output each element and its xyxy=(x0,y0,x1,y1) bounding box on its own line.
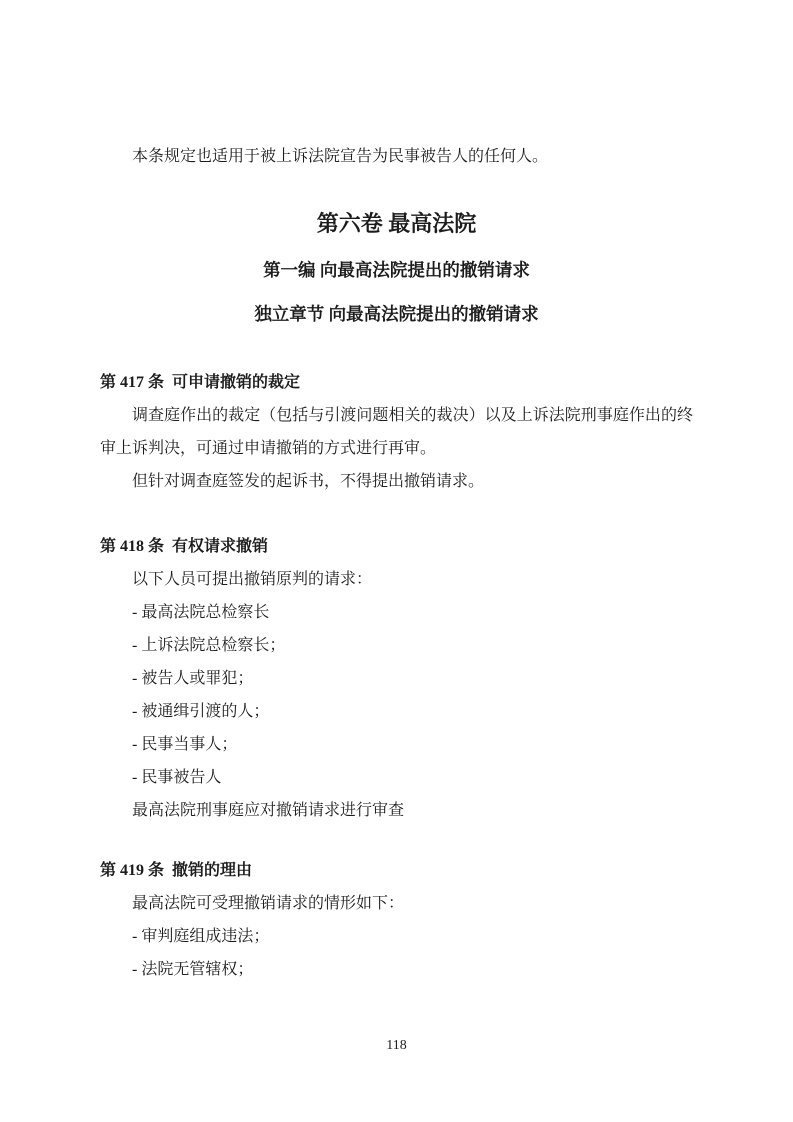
article-417-title: 第 417 条 可申请撤销的裁定 xyxy=(100,374,301,391)
part-heading: 第一编 向最高法院提出的撤销请求 xyxy=(263,260,530,280)
intro-paragraph: 本条规定也适用于被上诉法院宣告为民事被告人的任何人。 xyxy=(132,148,549,165)
article-417-paragraph-2: 但针对调查庭签发的起诉书，不得提出撤销请求。 xyxy=(132,473,485,490)
article-418-title: 第 418 条 有权请求撤销 xyxy=(100,538,269,555)
list-item: - 最高法院总检察长 xyxy=(132,604,270,621)
list-item: - 被告人或罪犯； xyxy=(132,670,254,687)
list-item: - 上诉法院总检察长； xyxy=(132,637,286,654)
article-419-title: 第 419 条 撤销的理由 xyxy=(100,862,253,879)
article-418-closing: 最高法院刑事庭应对撤销请求进行审查 xyxy=(132,802,405,819)
chapter-heading: 独立章节 向最高法院提出的撤销请求 xyxy=(254,304,539,324)
list-item: - 民事当事人； xyxy=(132,736,238,753)
list-item: - 审判庭组成违法； xyxy=(132,928,270,945)
article-418-intro: 以下人员可提出撤销原判的请求： xyxy=(132,571,373,588)
list-item: - 民事被告人 xyxy=(132,769,222,786)
article-417-paragraph-1: 调查庭作出的裁定（包括与引渡问题相关的裁决）以及上诉法院刑事庭作出的终审上诉判决，可通过申请撤销的方式进行再审。 xyxy=(100,407,693,457)
list-item: - 被通缉引渡的人； xyxy=(132,703,270,720)
page-number: 118 xyxy=(386,1038,407,1053)
list-item: - 法院无管辖权； xyxy=(132,961,254,978)
volume-heading: 第六卷 最高法院 xyxy=(316,211,477,236)
article-419-intro: 最高法院可受理撤销请求的情形如下： xyxy=(132,895,405,912)
